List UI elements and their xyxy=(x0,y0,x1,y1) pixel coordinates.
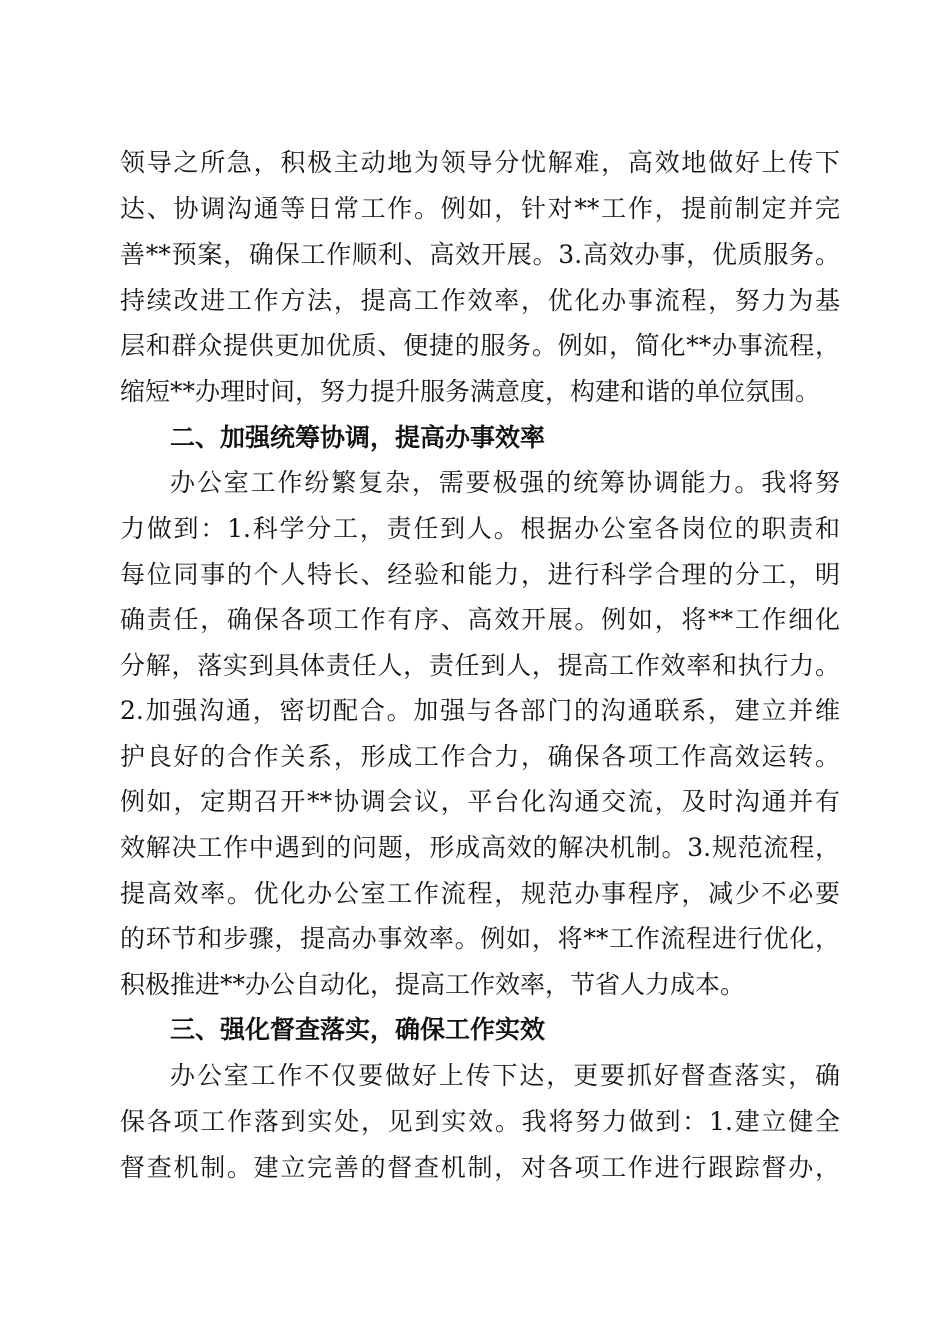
text-line: 层和群众提供更加优质、便捷的服务。例如，简化**办事流程， xyxy=(120,331,840,360)
text-line: 办公室工作不仅要做好上传下达，更要抓好督查落实，确 xyxy=(170,1061,840,1090)
text-line: 例如，定期召开**协调会议，平台化沟通交流，及时沟通并有 xyxy=(120,787,840,816)
text-line: 保各项工作落到实处，见到实效。我将努力做到：1.建立健全 xyxy=(120,1107,840,1136)
text-line: 的环节和步骤，提高办事效率。例如，将**工作流程进行优化， xyxy=(120,924,840,953)
text-line: 达、协调沟通等日常工作。例如，针对**工作，提前制定并完 xyxy=(120,194,840,223)
text-line: 积极推进**办公自动化，提高工作效率，节省人力成本。 xyxy=(120,970,746,999)
section-heading: 二、加强统筹协调，提高办事效率 xyxy=(170,423,546,452)
text-line: 效解决工作中遇到的问题，形成高效的解决机制。3.规范流程， xyxy=(120,833,840,862)
text-line: 力做到：1.科学分工，责任到人。根据办公室各岗位的职责和 xyxy=(120,514,840,543)
text-line: 护良好的合作关系，形成工作合力，确保各项工作高效运转。 xyxy=(120,742,840,771)
text-line: 每位同事的个人特长、经验和能力，进行科学合理的分工，明 xyxy=(120,560,840,589)
text-line: 缩短**办理时间，努力提升服务满意度，构建和谐的单位氛围。 xyxy=(120,377,821,406)
text-line: 2.加强沟通，密切配合。加强与各部门的沟通联系，建立并维 xyxy=(120,696,840,725)
text-line: 办公室工作纷繁复杂，需要极强的统筹协调能力。我将努 xyxy=(170,468,840,497)
text-line: 确责任，确保各项工作有序、高效开展。例如，将**工作细化 xyxy=(120,605,840,634)
text-line: 分解，落实到具体责任人，责任到人，提高工作效率和执行力。 xyxy=(120,651,840,680)
text-line: 提高效率。优化办公室工作流程，规范办事程序，减少不必要 xyxy=(120,879,840,908)
section-heading: 三、强化督查落实，确保工作实效 xyxy=(170,1015,546,1044)
text-line: 持续改进工作方法，提高工作效率，优化办事流程，努力为基 xyxy=(120,286,840,315)
text-line: 督查机制。建立完善的督查机制，对各项工作进行跟踪督办， xyxy=(120,1153,840,1182)
text-line: 善**预案，确保工作顺利、高效开展。3.高效办事，优质服务。 xyxy=(120,240,840,269)
text-line: 领导之所急，积极主动地为领导分忧解难，高效地做好上传下 xyxy=(120,148,840,177)
